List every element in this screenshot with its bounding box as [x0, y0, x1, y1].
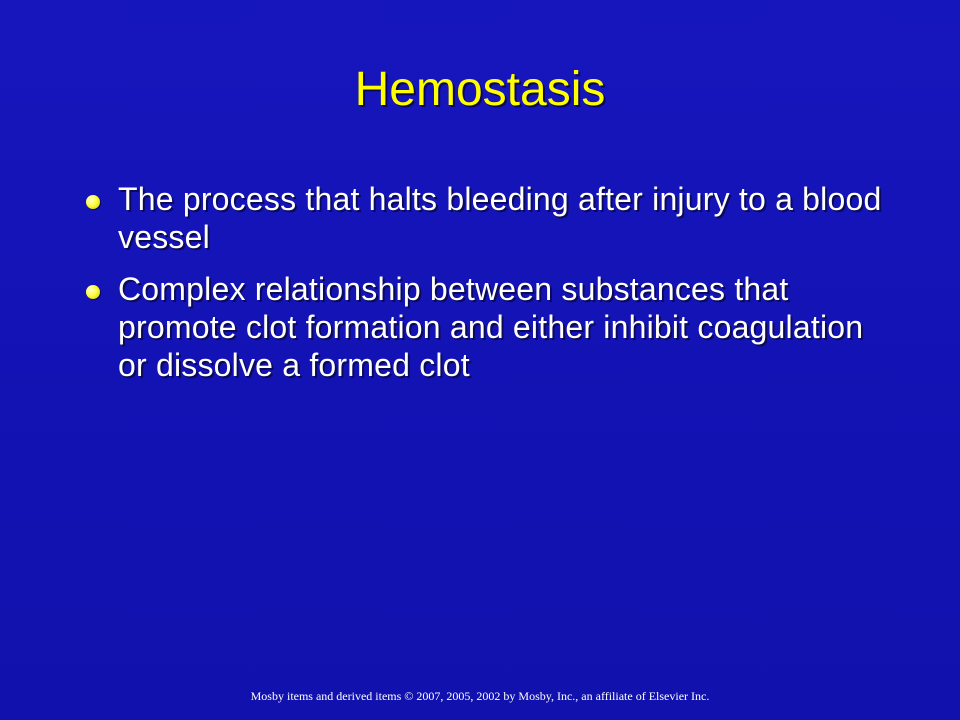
bullet-dot-icon	[86, 285, 100, 299]
bullet-list	[86, 180, 886, 398]
slide-title: Hemostasis	[354, 63, 606, 116]
bullet-text: Complex relationship between substances that promote clot formation and either inhibit coagulation or dissolve a formed clot	[118, 271, 864, 383]
bullet-item	[86, 270, 886, 384]
bullet-item	[86, 180, 886, 256]
copyright-footer: Mosby items and derived items © 2007, 2005, 2002 by Mosby, Inc., an affiliate of Elsevier Inc.	[250, 689, 710, 703]
bullet-dot-icon	[86, 195, 100, 209]
bullet-text: The process that halts bleeding after injury to a blood vessel	[118, 181, 882, 255]
